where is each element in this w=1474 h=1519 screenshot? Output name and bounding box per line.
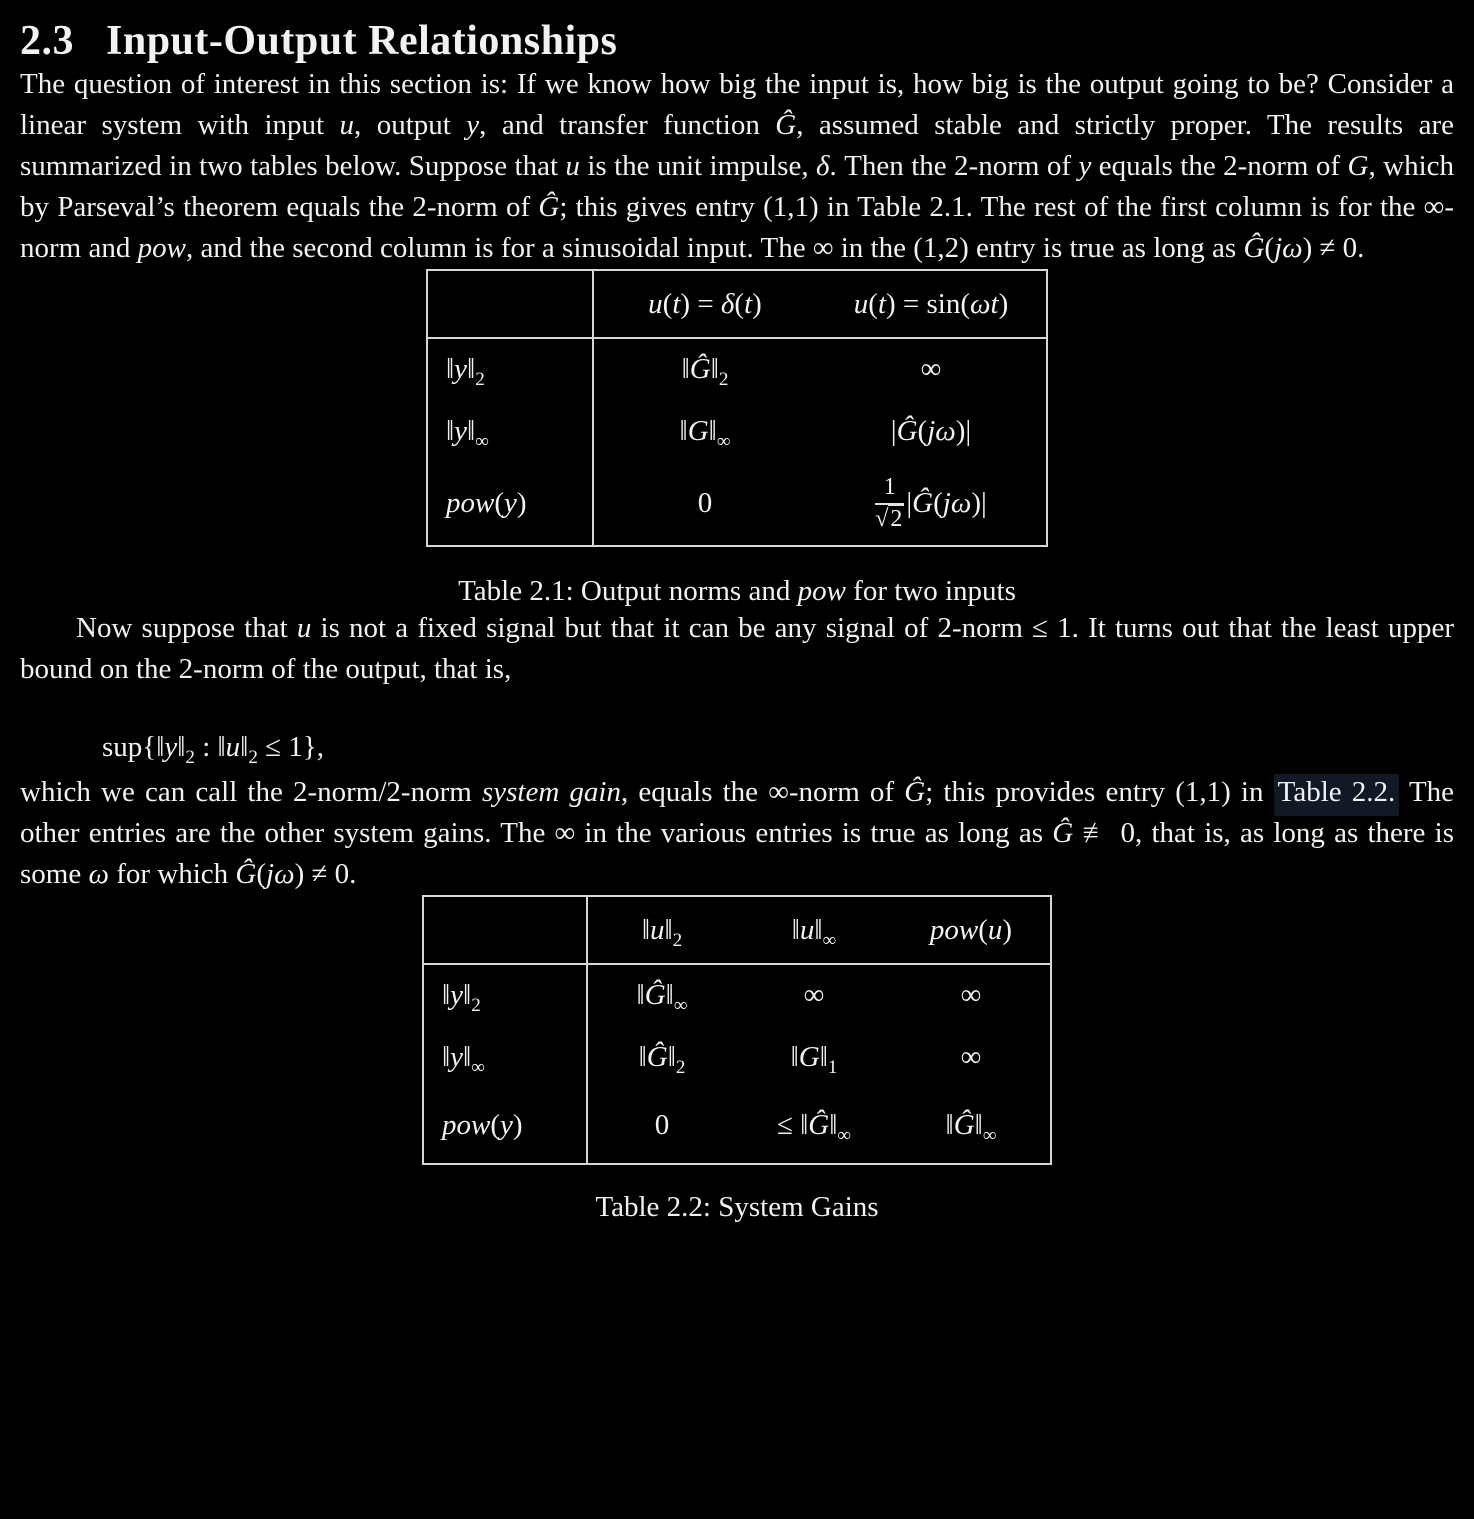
table-2-1-caption: Table 2.1: Output norms and pow for two inputs <box>458 575 1016 608</box>
table-header-row <box>427 270 1047 338</box>
table-cell: 0 <box>654 1109 670 1142</box>
row-label: pow(y) <box>423 1088 587 1164</box>
row-label: $‖y‖_\infty$ <box>423 1026 587 1088</box>
section-title: Input-Output Relationships <box>106 18 618 64</box>
table-corner-cell <box>427 270 593 338</box>
table-cell: ∞ <box>960 1040 982 1073</box>
section-heading <box>20 18 1454 64</box>
table-cell: $\frac{1}{√2}$ |Ĝ(jω)| <box>875 474 987 532</box>
table-2-2-caption: Table 2.2: System Gains <box>595 1191 879 1224</box>
table-col-header: $‖u‖_2$ <box>587 896 736 964</box>
table-cell: 0 <box>697 487 713 520</box>
table-cell: $‖G‖_\infty$ <box>679 414 731 452</box>
table-2-2-link[interactable]: Table 2.2. <box>1274 774 1400 816</box>
table-col-header: $‖u‖_\infty$ <box>736 896 892 964</box>
table-cell: $‖Ĝ‖_\infty$ <box>945 1109 997 1146</box>
paragraph-intro: The question of interest in this section is: If we know how big the input is, how big is the output going to be? Consider a linear system with input u, output y, and transfer function Ĝ, assumed stable and strictly proper. The results are summarized in two tables below. Suppose that u is the unit impulse, δ. Then the 2-norm of y equals the 2-norm of G, which by Parseval’s theorem equals the 2-norm of Ĝ; this gives entry (1,1) in Table 2.1. The rest of the first column is for the ∞-norm and pow, and the second column is for a sinusoidal input. The ∞ in the (1,2) entry is true as long as Ĝ(jω) ≠ 0. <box>20 68 1455 265</box>
row-label: $‖y‖_2$ <box>427 338 593 400</box>
table-2-2 <box>422 895 1052 1165</box>
table-cell: ≤ $‖Ĝ‖_\infty$ <box>776 1109 852 1146</box>
section-number: 2.3 <box>20 18 74 64</box>
paragraph-gains: which we can call the 2-norm/2-norm system gain, equals the ∞-norm of Ĝ; this provides entry (1,1) in Table 2.2. The other entries are the other system gains. The ∞ in the various entries is true as long as Ĝ ≢ 0, that is, as long as there is some ω for which Ĝ(jω) ≠ 0. <box>20 776 1455 891</box>
display-equation: $sup\{‖y‖_2$ : $‖u‖_2 \le 1$}, <box>102 731 324 768</box>
table-cell: $‖Ĝ‖_2$ <box>638 1040 686 1078</box>
table-corner-cell <box>423 896 587 964</box>
table-cell: $‖G‖_1$ <box>790 1040 838 1078</box>
table-cell: ∞ <box>920 353 942 386</box>
table-cell: ∞ <box>960 979 982 1012</box>
table-col-header: pow(u) <box>892 896 1051 964</box>
table-cell: |Ĝ(jω)| <box>890 414 972 447</box>
table-cell: $‖Ĝ‖_\infty$ <box>636 979 688 1016</box>
table-cell: ∞ <box>803 979 825 1012</box>
table-row <box>423 1088 1051 1164</box>
table-row <box>423 964 1051 1026</box>
table-row <box>423 1026 1051 1088</box>
paragraph-suppose: Now suppose that u is not a fixed signal but that it can be any signal of 2-norm ≤ 1. It turns out that the least upper bound on the 2-norm of the output, that is, <box>20 612 1454 686</box>
table-row <box>427 400 1047 462</box>
row-label: $‖y‖_\infty$ <box>427 400 593 462</box>
table-col-header: u(t) = sin(ωt) <box>816 270 1047 338</box>
table-row <box>427 462 1047 546</box>
row-label: $‖y‖_2$ <box>423 964 587 1026</box>
table-2-1 <box>426 269 1048 547</box>
table-row <box>427 338 1047 400</box>
table-header-row <box>423 896 1051 964</box>
row-label: pow(y) <box>427 462 593 546</box>
table-col-header: u(t) = δ(t) <box>593 270 816 338</box>
table-cell: $‖Ĝ‖_2$ <box>681 353 729 390</box>
